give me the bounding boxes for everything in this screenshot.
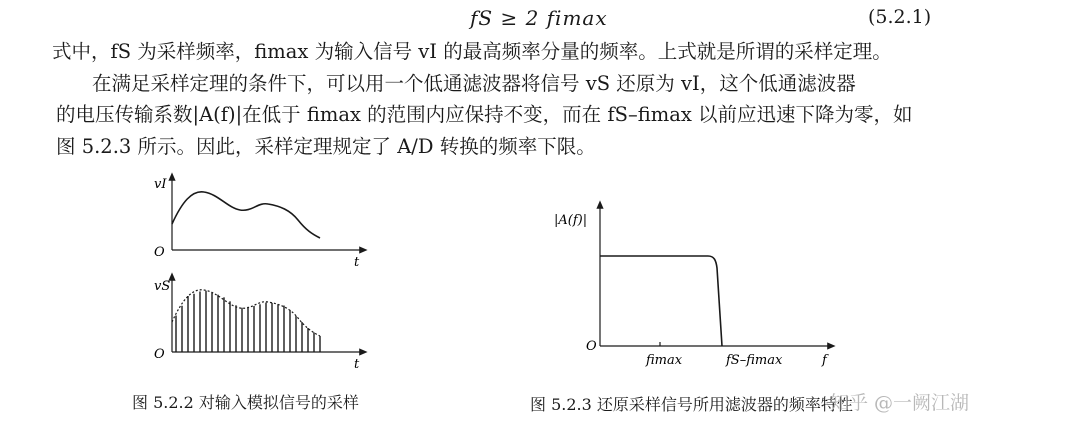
figure-5-2-3-caption: 图 5.2.3 还原采样信号所用滤波器的频率特性 [530,395,853,414]
paragraph-line-3: 的电压传输系数|A(f)|在低于 fimax 的范围内应保持不变，而在 fS–fimax 以前应迅速下降为零，如 [56,103,913,126]
input-signal-curve [172,192,320,238]
fimax-tick-label: fimax [646,353,683,368]
bottom-y-label: vS [154,279,171,294]
bottom-origin: O [154,347,165,362]
filter-response-curve [600,256,722,346]
sample-pulses [176,291,320,352]
top-origin: O [154,245,165,260]
paragraph-line-4: 图 5.2.3 所示。因此，采样定理规定了 A/D 转换的频率下限。 [56,135,596,158]
watermark: 知乎 @一阙江湖 [830,392,970,414]
figure-sampling [140,172,380,376]
figure-5-2-2-caption: 图 5.2.2 对输入模拟信号的采样 [132,393,359,412]
fs-minus-fimax-tick-label: fS–fimax [726,353,783,368]
bottom-x-label: t [354,357,360,372]
filter-x-label: f [822,353,827,368]
paragraph-line-1: 式中，fS 为采样频率，fimax 为输入信号 vI 的最高频率分量的频率。上式就是所谓的采样定理。 [52,40,892,63]
filter-origin: O [586,339,597,354]
figure-sampling-svg [140,172,380,372]
filter-y-label: |A(f)| [554,213,588,228]
top-y-label: vI [154,177,167,192]
equation-formula: fS ≥ 2 fimax [470,6,608,30]
top-x-label: t [354,255,360,270]
figure-filter-svg [554,200,842,375]
paragraph-line-2: 在满足采样定理的条件下，可以用一个低通滤波器将信号 vS 还原为 vI，这个低通滤波器 [92,72,856,95]
equation-number: (5.2.1) [868,6,932,28]
figure-filter [554,200,842,379]
